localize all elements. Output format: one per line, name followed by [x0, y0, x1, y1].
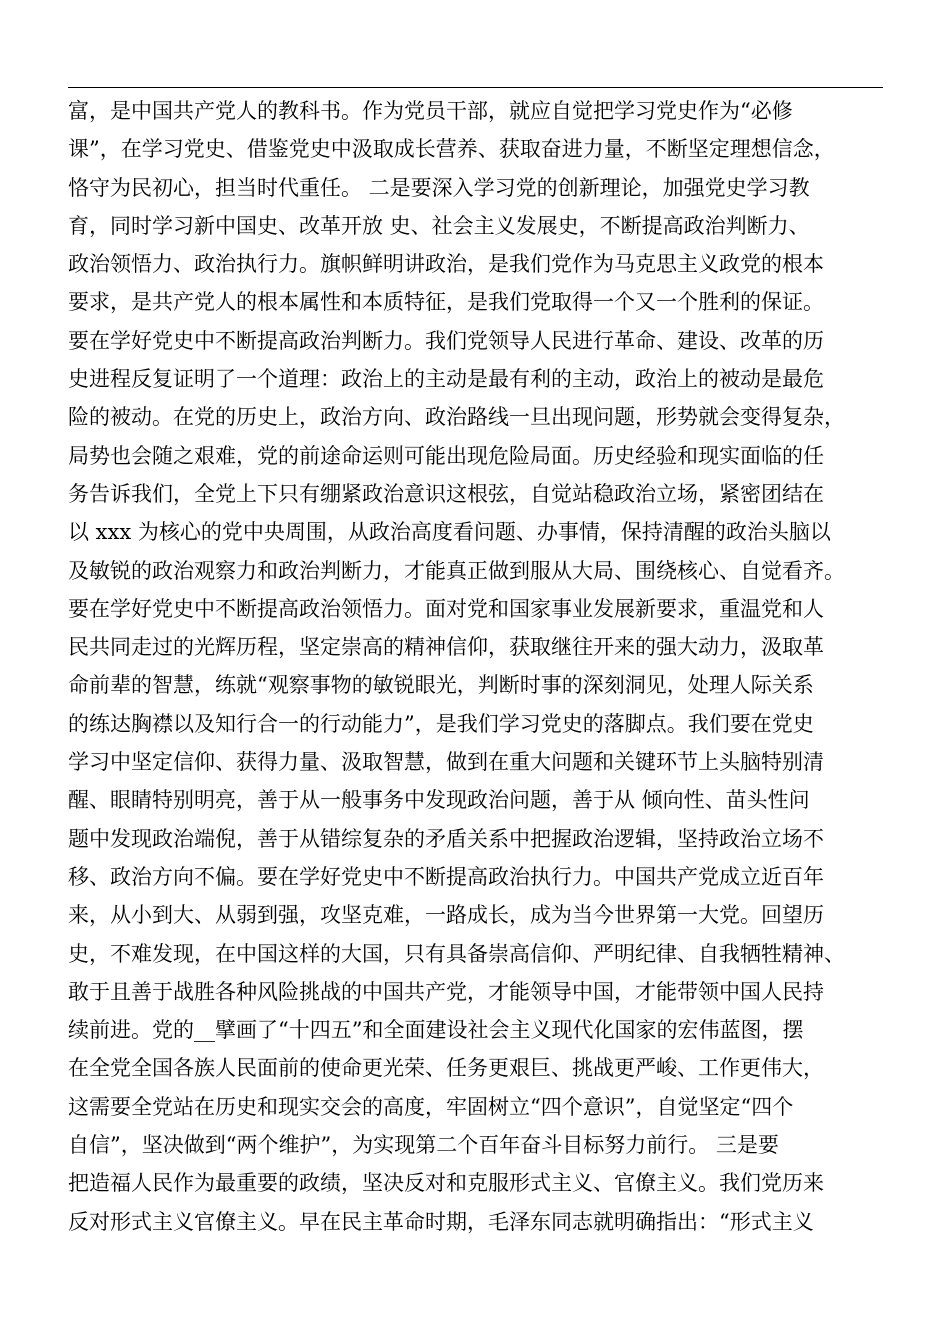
text-line-14: 要在学好党史中不断提高政治领悟力。面对党和国家事业发展新要求，重温党和人 [68, 596, 824, 621]
text-line-30: 反对形式主义官僚主义。早在民主革命时期，毛泽东同志就明确指出：“形式主义 [68, 1209, 814, 1234]
text-line-13: 及敏锐的政治观察力和政治判断力，才能真正做到服从大局、围绕核心、自觉看齐。 [68, 558, 845, 583]
text-line-10: 局势也会随之艰难，党的前途命运则可能出现危险局面。历史经验和现实面临的任 [68, 443, 824, 468]
text-line-6: 要求，是共产党人的根本属性和本质特征，是我们党取得一个又一个胜利的保证。 [68, 290, 824, 315]
text-line-11: 务告诉我们，全党上下只有绷紧政治意识这根弦，自觉站稳政治立场，紧密团结在 [68, 481, 824, 506]
text-line-1: 富，是中国共产党人的教科书。作为党员干部，就应自觉把学习党史作为“必修 [68, 99, 793, 123]
text-line-9: 险的被动。在党的历史上，政治方向、政治路线一旦出现问题，形势就会变得复杂， [68, 405, 845, 430]
text-line-27: 这需要全党站在历史和现实交会的高度，牢固树立“四个意识”，自觉坚定“四个 [68, 1094, 794, 1119]
text-line-26: 在全党全国各族人民面前的使命更光荣、任务更艰巨、挑战更严峻、工作更伟大， [68, 1056, 824, 1081]
text-line-4: 育，同时学习新中国史、改革开放 史、社会主义发展史，不断提高政治判断力、 [68, 213, 810, 238]
text-line-12: 以 xxx 为核心的党中央周围，从政治高度看问题、办事情，保持清醒的政治头脑以 [68, 520, 831, 545]
text-line-21: 移、政治方向不偏。要在学好党史中不断提高政治执行力。中国共产党成立近百年 [68, 864, 824, 889]
text-line-8: 史进程反复证明了一个道理：政治上的主动是最有利的主动，政治上的被动是最危 [68, 367, 824, 392]
text-line-18: 学习中坚定信仰、获得力量、汲取智慧，做到在重大问题和关键环节上头脑特别清 [68, 750, 824, 775]
text-line-23: 史，不难发现，在中国这样的大国，只有具备崇高信仰、严明纪律、自我牺牲精神、 [68, 941, 845, 966]
text-line-29: 把造福人民作为最重要的政绩，坚决反对和克服形式主义、官僚主义。我们党历来 [68, 1171, 824, 1196]
text-line-22: 来，从小到大、从弱到强，攻坚克难，一路成长，成为当今世界第一大党。回望历 [68, 903, 824, 928]
header-rule [68, 87, 883, 88]
text-line-15: 民共同走过的光辉历程，坚定崇高的精神信仰，获取继往开来的强大动力，汲取革 [68, 635, 824, 660]
text-line-20: 题中发现政治端倪，善于从错综复杂的矛盾关系中把握政治逻辑，坚持政治立场不 [68, 826, 824, 851]
text-line-3: 恪守为民初心，担当时代重任。 二是要深入学习党的创新理论，加强党史学习教 [68, 175, 810, 200]
body-text [68, 92, 898, 1241]
text-line-24: 敢于且善于战胜各种风险挑战的中国共产党，才能领导中国，才能带领中国人民持 [68, 979, 824, 1004]
text-line-17: 的练达胸襟以及知行合一的行动能力”，是我们学习党史的落脚点。我们要在党史 [68, 711, 814, 736]
text-line-7: 要在学好党史中不断提高政治判断力。我们党领导人民进行革命、建设、改革的历 [68, 328, 824, 353]
text-line-28: 自信”，坚决做到“两个维护”，为实现第二个百年奋斗目标努力前行。 三是要 [68, 1133, 779, 1158]
text-line-16: 命前辈的智慧，练就“观察事物的敏锐眼光，判断时事的深刻洞见，处理人际关系 [68, 673, 814, 698]
text-line-19: 醒、眼睛特别明亮，善于从一般事务中发现政治问题，善于从 倾向性、苗头性问 [68, 788, 810, 813]
text-line-2: 课”，在学习党史、借鉴党史中汲取成长营养、获取奋进力量，不断坚定理想信念， [68, 137, 835, 162]
text-line-5: 政治领悟力、政治执行力。旗帜鲜明讲政治，是我们党作为马克思主义政党的根本 [68, 252, 824, 277]
text-line-25: 续前进。党的__擘画了“十四五”和全面建设社会主义现代化国家的宏伟蓝图，摆 [68, 1018, 804, 1043]
